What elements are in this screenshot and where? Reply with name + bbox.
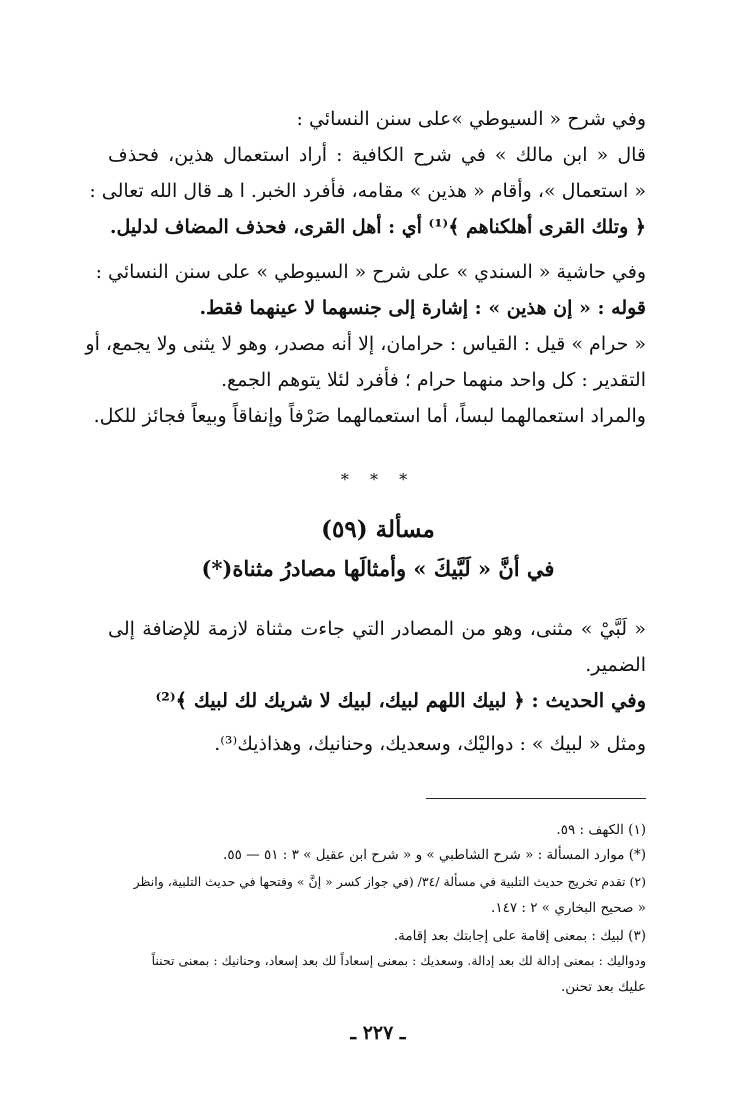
section-heading: مسألة (٥٩) [321,516,435,543]
body-line-4-quran: ﴿ وتلك القرى أهلكناهم ﴾⁽¹⁾ أي : أهل القرى، فحذف المضاف لدليل. [109,216,646,238]
body-line-1: وفي شرح « السيوطي »على سنن النسائي : [296,108,646,130]
body-line-9: والمراد استعمالهما لبساً، أما استعمالهما صَرْفاً وإنفاقاً وبيعاً فجائز للكل. [93,405,646,427]
footnote-3-line-3: عليك بعد تحنن. [560,979,646,995]
footnote-2: (٢) تقدم تخريج حديث التلبية في مسألة /٣٤/ (في جواز كسر « إنَّ » وفتحها في حديث التلبية، وانظر [133,874,646,889]
page-number: ـ ٢٢٧ ـ [350,1022,406,1044]
section-separator: * * * [340,470,416,489]
section-line-1: « لَبَّيْ » مثنى، وهو من المصادر التي جاءت مثناة لازمة للإضافة إلى [108,618,646,640]
section-line-2: الضمير. [585,654,646,676]
footnote-star: (*) موارد المسألة : « شرح الشاطبي » و « شرح ابن عقيل » ٣ : ٥١ — ٥٥. [223,847,646,863]
body-line-2: قال « ابن مالك » في شرح الكافية : أراد استعمال هذين، فحذف [108,144,646,166]
body-line-6: قوله : « إن هذين » : إشارة إلى جنسهما لا عينهما فقط. [199,297,646,319]
footnote-3-line-2: ودواليك : بمعنى إدالة لك بعد إدالة. وسعديك : بمعنى إسعاداً لك بعد إسعاد، وحنانيك : بمعنى تحنناً [151,953,646,968]
footnote-2-continued: « صحيح البخاري » ٢ : ١٤٧. [491,900,646,916]
footnote-separator [426,798,646,799]
body-line-8: التقدير : كل واحد منهما حرام ؛ فأفرد لئلا يتوهم الجمع. [220,369,646,391]
body-line-3: « استعمال »، وأقام « هذين » مقامه، فأفرد الخبر. ا هـ قال الله تعالى : [89,180,646,202]
footnote-1: (١) الكهف : ٥٩. [556,822,646,838]
body-line-5: وفي حاشية « السندي » على شرح « السيوطي » على سنن النسائي : [95,261,646,283]
section-subheading: في أنَّ « لَبَّيكَ » وأمثالَها مصادرُ مثناة(*) [201,556,555,581]
section-line-4: ومثل « لبيك » : دواليْك، وسعديك، وحنانيك، وهذاذيك⁽³⁾. [214,733,646,755]
body-line-7: « حرام » قيل : القياس : حرامان، إلا أنه مصدر، وهو لا يثنى ولا يجمع، أو [85,333,646,355]
section-line-3-hadith: وفي الحديث : ﴿ لبيك اللهم لبيك، لبيك لا شريك لك لبيك ﴾⁽²⁾ [155,689,646,712]
footnote-3: (٣) لبيك : بمعنى إقامة على إجابتك بعد إقامة. [393,928,646,944]
